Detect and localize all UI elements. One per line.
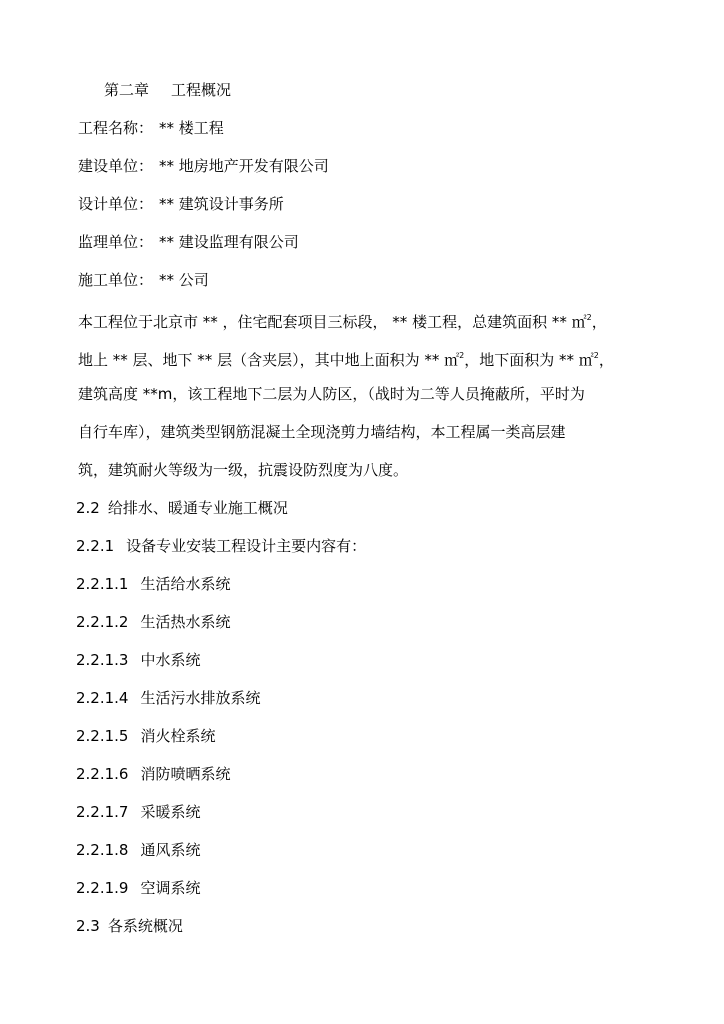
item-title: 消火栓系统	[140, 727, 216, 745]
item-title: 空调系统	[140, 879, 201, 897]
list-item	[76, 612, 231, 632]
info-value: ** 公司	[159, 271, 209, 289]
chapter-title: 工程概况	[171, 81, 232, 99]
paragraph-text: ，地下面积为 ** ㎡	[464, 351, 594, 369]
info-supervisor	[78, 232, 299, 252]
superscript: 2	[586, 313, 592, 322]
paragraph-line-3	[78, 384, 585, 404]
list-item	[76, 574, 231, 594]
item-number: 2.2.1.7	[76, 803, 129, 821]
paragraph-text: 自行车库），建筑类型钢筋混凝土全现浇剪力墙结构，本工程属一类高层建	[78, 423, 566, 441]
info-value: ** 建设监理有限公司	[159, 233, 299, 251]
section-number: 2.2	[76, 499, 100, 517]
info-label: 建设单位：	[78, 157, 154, 175]
paragraph-line-1	[78, 308, 607, 332]
item-number: 2.2.1.1	[76, 575, 129, 593]
item-number: 2.2.1.8	[76, 841, 129, 859]
section-title: 给排水、暖通专业施工概况	[107, 499, 288, 517]
info-value: ** 建筑设计事务所	[159, 195, 284, 213]
info-value: ** 楼工程	[159, 119, 224, 137]
section-heading-2-3	[76, 916, 183, 936]
chapter-number: 第二章	[104, 81, 150, 99]
info-project-name	[78, 118, 224, 138]
item-number: 2.2.1.3	[76, 651, 129, 669]
paragraph-text: 筑，建筑耐火等级为一级，抗震设防烈度为八度。	[78, 461, 409, 479]
section-title: 设备专业安装工程设计主要内容有：	[126, 537, 367, 555]
paragraph-text: ，	[598, 351, 614, 369]
info-label: 施工单位：	[78, 271, 154, 289]
list-item	[76, 802, 201, 822]
list-item	[76, 688, 261, 708]
info-label: 监理单位：	[78, 233, 154, 251]
list-item	[76, 840, 201, 860]
item-title: 中水系统	[140, 651, 201, 669]
item-title: 生活给水系统	[140, 575, 231, 593]
item-title: 通风系统	[140, 841, 201, 859]
paragraph-line-2	[78, 346, 614, 370]
section-number: 2.3	[76, 917, 100, 935]
item-title: 采暖系统	[140, 803, 201, 821]
info-designer	[78, 194, 284, 214]
item-number: 2.2.1.2	[76, 613, 129, 631]
item-title: 消防喷晒系统	[140, 765, 231, 783]
list-item	[76, 764, 231, 784]
paragraph-text: 地上 ** 层、地下 ** 层（含夹层），其中地上面积为 ** ㎡	[78, 351, 460, 369]
paragraph-line-4	[78, 422, 566, 442]
item-title: 生活污水排放系统	[140, 689, 261, 707]
info-label: 工程名称：	[78, 119, 154, 137]
info-value: ** 地房地产开发有限公司	[159, 157, 329, 175]
section-title: 各系统概况	[107, 917, 183, 935]
list-item	[76, 726, 216, 746]
paragraph-line-5	[78, 460, 408, 480]
chapter-heading	[104, 80, 231, 100]
list-item	[76, 650, 201, 670]
paragraph-text: 建筑高度 **m，该工程地下二层为人防区，（战时为二等人员掩蔽所，平时为	[78, 385, 585, 403]
superscript: 2	[459, 351, 465, 360]
item-title: 生活热水系统	[140, 613, 231, 631]
item-number: 2.2.1.5	[76, 727, 129, 745]
item-number: 2.2.1.4	[76, 689, 129, 707]
item-number: 2.2.1.6	[76, 765, 129, 783]
item-number: 2.2.1.9	[76, 879, 129, 897]
section-number: 2.2.1	[76, 537, 115, 555]
paragraph-text: 本工程位于北京市 ** ，住宅配套项目三标段， ** 楼工程，总建筑面积 ** ㎡	[78, 313, 587, 331]
superscript: 2	[593, 351, 599, 360]
paragraph-text: ，	[591, 313, 607, 331]
section-heading-2-2-1	[76, 536, 366, 556]
info-contractor	[78, 270, 209, 290]
list-item	[76, 878, 201, 898]
section-heading-2-2	[76, 498, 288, 518]
info-developer	[78, 156, 329, 176]
info-label: 设计单位：	[78, 195, 154, 213]
